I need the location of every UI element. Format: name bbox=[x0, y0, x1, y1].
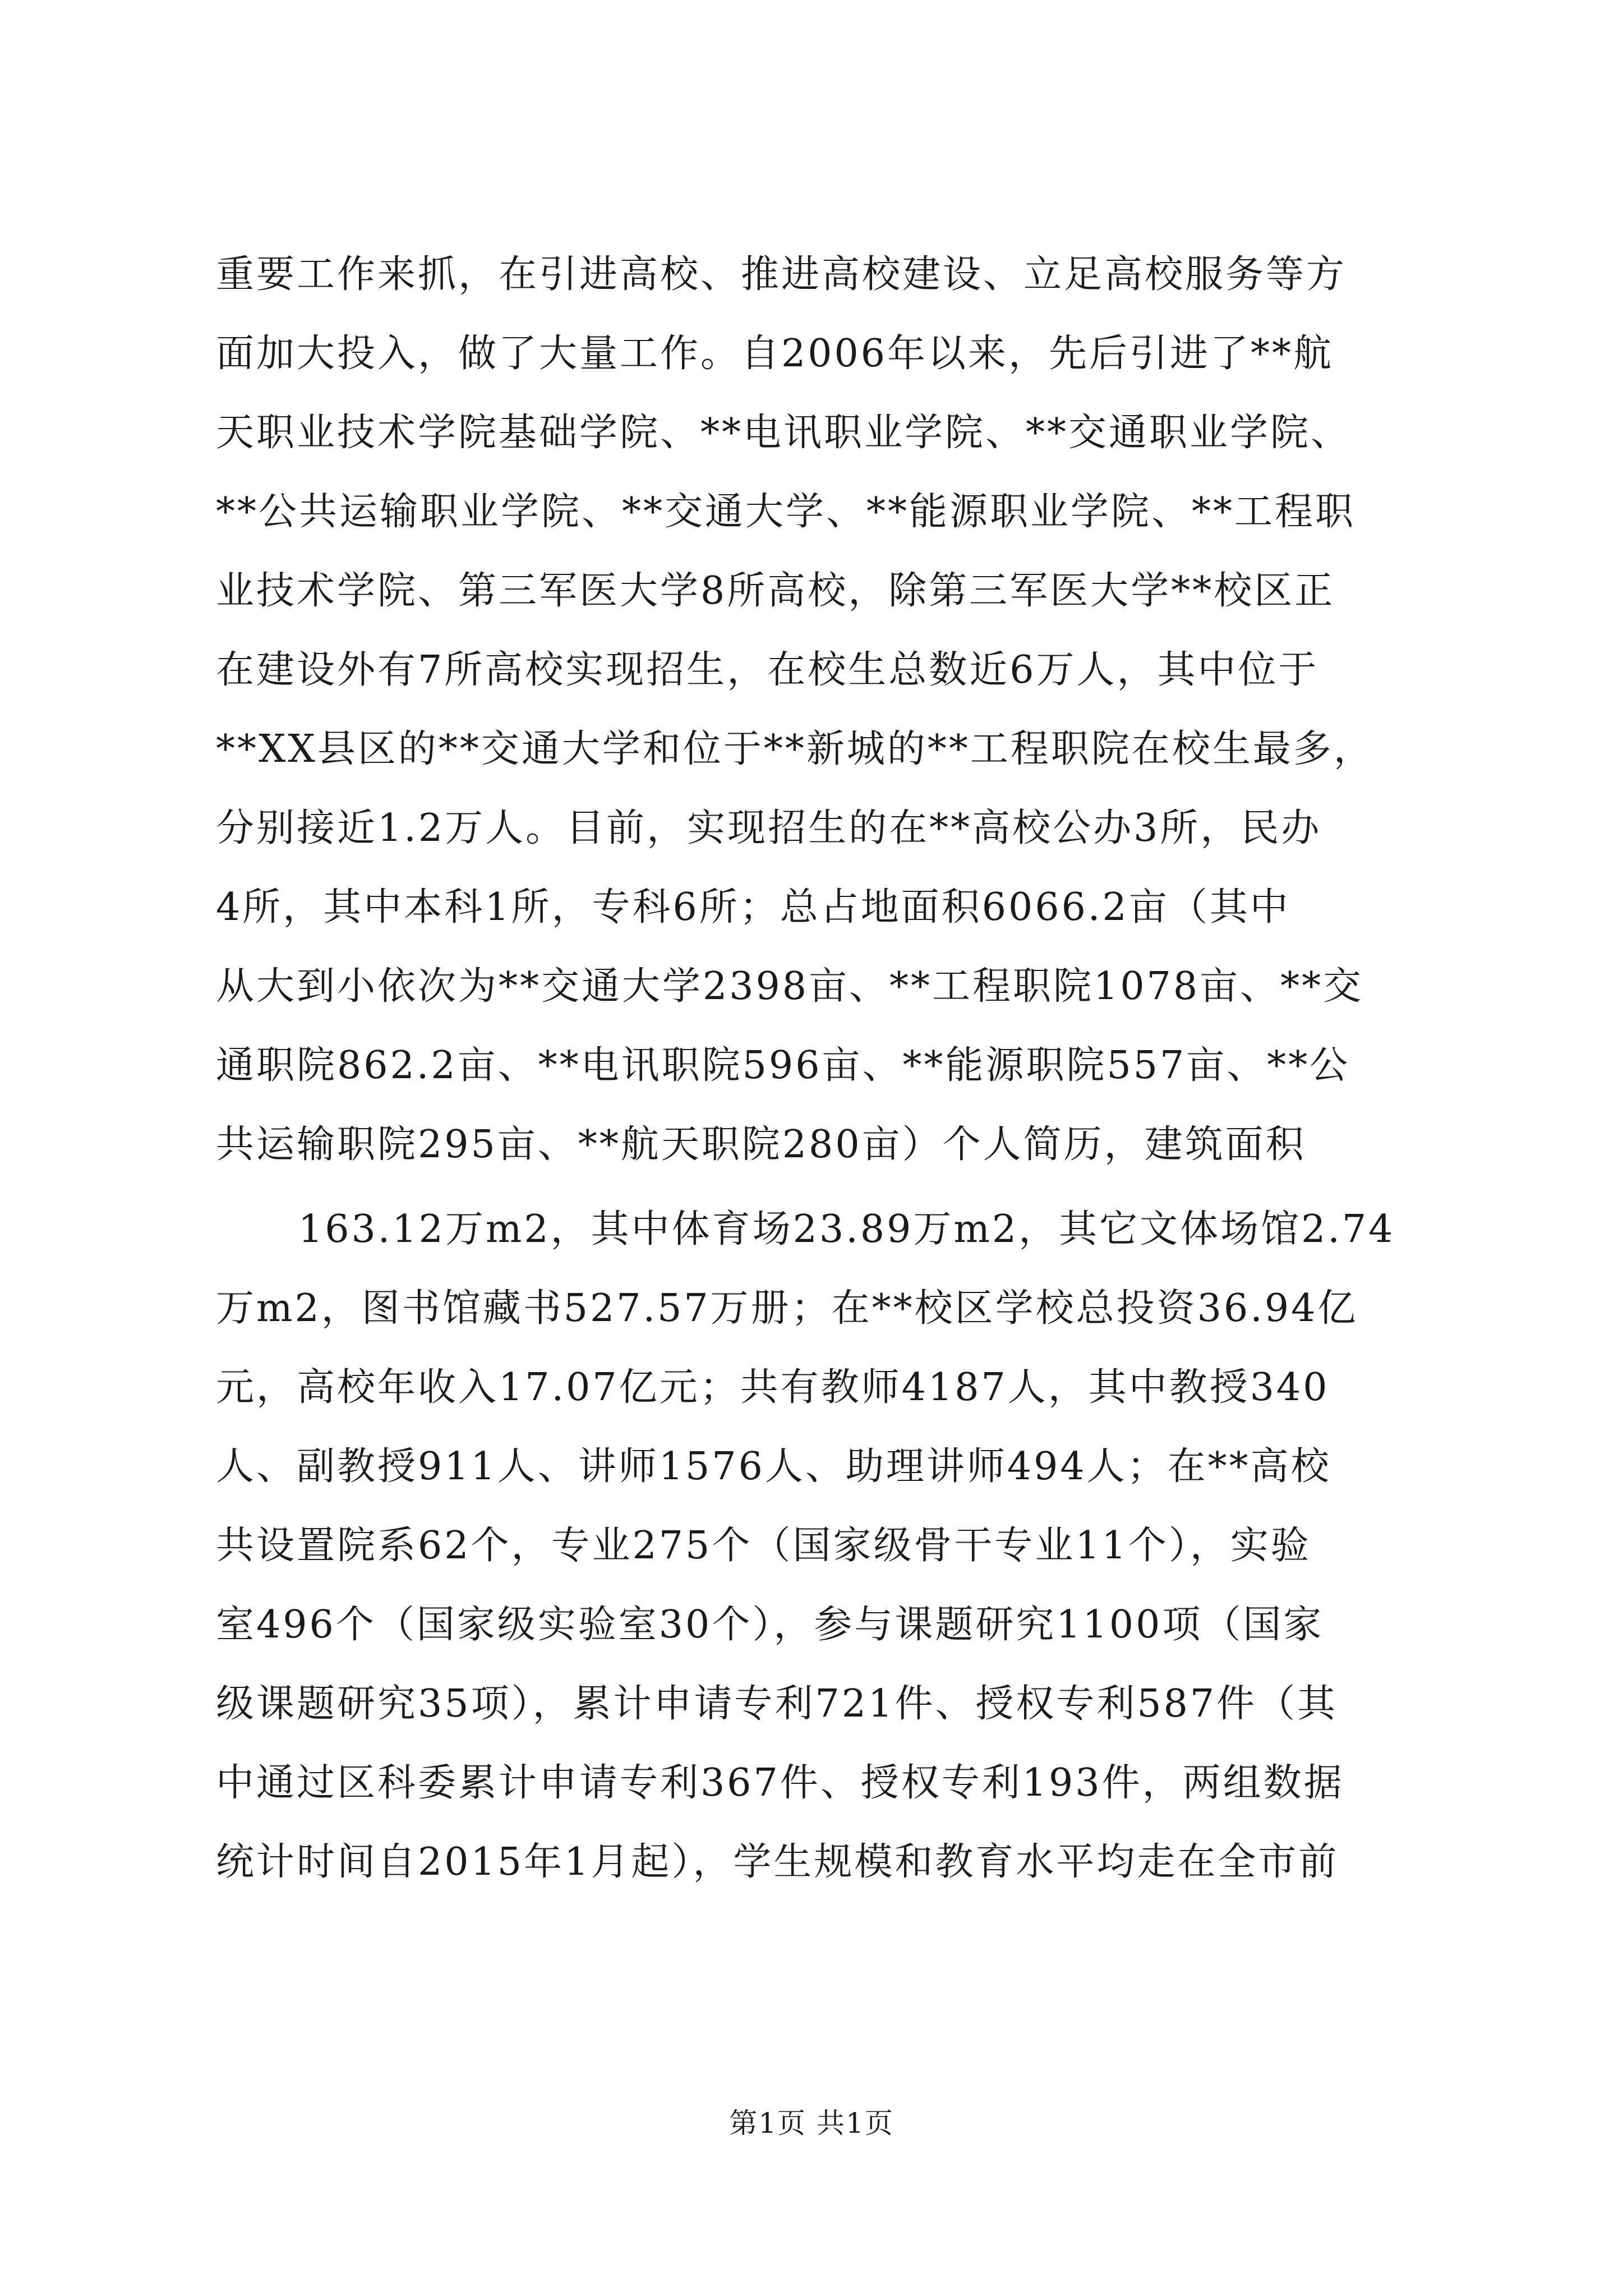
text-line: **公共运输职业学院、**交通大学、**能源职业学院、**工程职 bbox=[216, 490, 1356, 534]
page-number: 第1页 共1页 bbox=[729, 2107, 894, 2139]
text-line: 面加大投入，做了大量工作。自2006年以来，先后引进了**航 bbox=[216, 332, 1334, 376]
text-line: 共设置院系62个，专业275个（国家级骨干专业11个），实验 bbox=[216, 1524, 1311, 1568]
text-line: 天职业技术学院基础学院、**电讯职业学院、**交通职业学院、 bbox=[216, 411, 1352, 455]
text-line: 在建设外有7所高校实现招生，在校生总数近6万人，其中位于 bbox=[216, 648, 1319, 692]
text-line: 重要工作来抓，在引进高校、推进高校建设、立足高校服务等方 bbox=[216, 252, 1347, 297]
text-line: 4所，其中本科1所，专科6所；总占地面积6066.2亩（其中 bbox=[216, 885, 1290, 930]
text-line: 级课题研究35项），累计申请专利721件、授权专利587件（其 bbox=[216, 1682, 1338, 1726]
text-line: 万m2，图书馆藏书527.57万册；在**校区学校总投资36.94亿 bbox=[216, 1286, 1358, 1331]
text-line: 统计时间自2015年1月起），学生规模和教育水平均走在全市前 bbox=[216, 1840, 1339, 1884]
text-line: **XX县区的**交通大学和位于**新城的**工程职院在校生最多， bbox=[216, 727, 1374, 771]
text-line: 人、副教授911人、讲师1576人、助理讲师494人；在**高校 bbox=[216, 1444, 1331, 1489]
text-line: 从大到小依次为**交通大学2398亩、**工程职院1078亩、**交 bbox=[216, 964, 1364, 1009]
page-footer bbox=[0, 2106, 1623, 2140]
text-line: 室496个（国家级实验室30个），参与课题研究1100项（国家 bbox=[216, 1603, 1324, 1647]
text-line: 分别接近1.2万人。目前，实现招生的在**高校公办3所，民办 bbox=[216, 806, 1322, 850]
text-line: 163.12万m2，其中体育场23.89万m2，其它文体场馆2.74 bbox=[298, 1207, 1395, 1251]
text-line: 共运输职院295亩、**航天职院280亩）个人简历，建筑面积 bbox=[216, 1122, 1306, 1167]
text-line: 中通过区科委累计申请专利367件、授权专利193件，两组数据 bbox=[216, 1761, 1344, 1805]
text-line: 业技术学院、第三军医大学8所高校，除第三军医大学**校区正 bbox=[216, 569, 1335, 613]
text-line: 元，高校年收入17.07亿元；共有教师4187人，其中教授340 bbox=[216, 1365, 1330, 1410]
text-line: 通职院862.2亩、**电讯职院596亩、**能源职院557亩、**公 bbox=[216, 1043, 1350, 1088]
